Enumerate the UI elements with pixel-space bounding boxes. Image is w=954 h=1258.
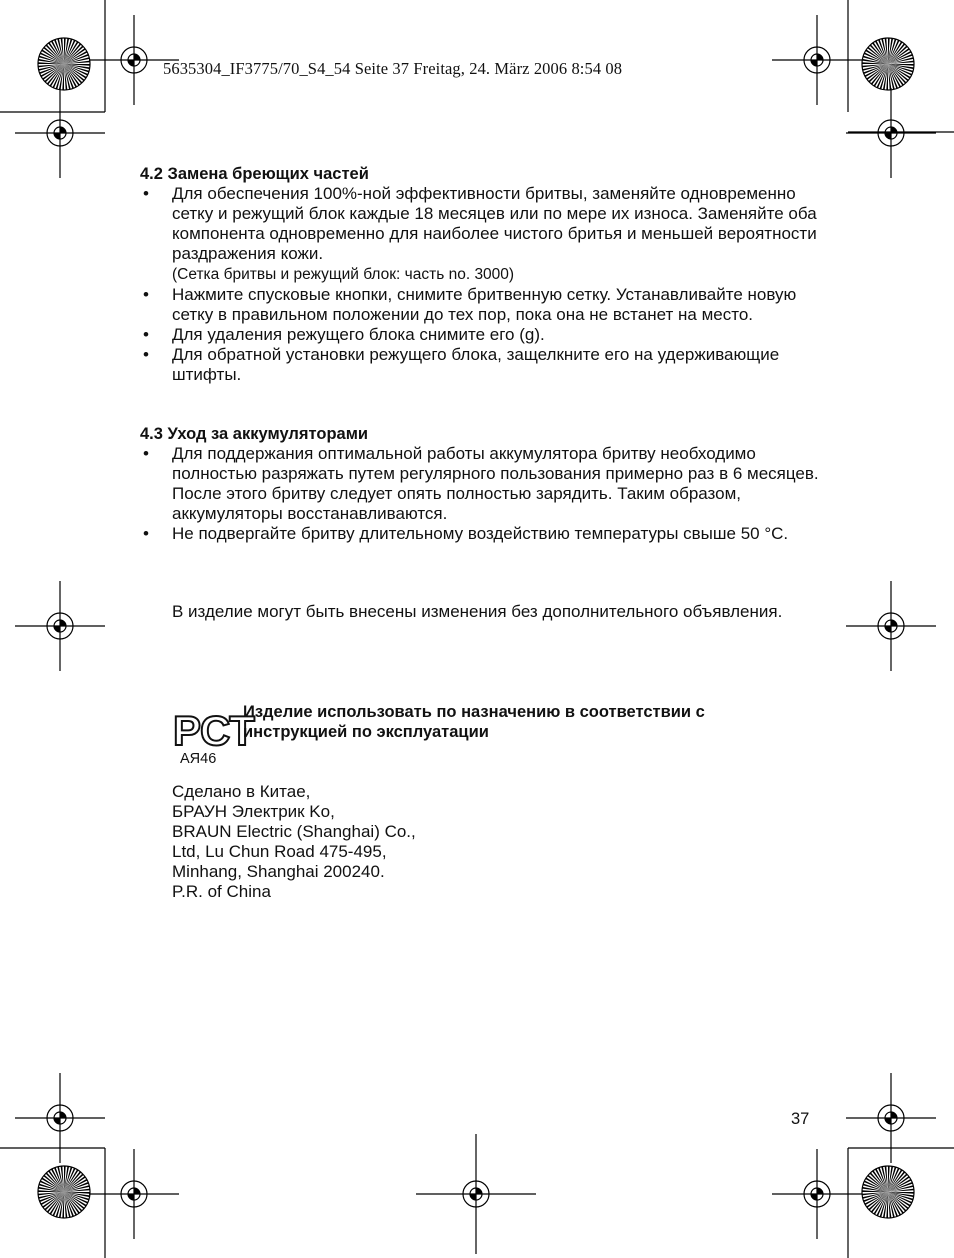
list-item-text: Для поддержания оптимальной работы аккумулятора бритву необходимо полностью разряжать путем регулярного пользования примерно раз в 6 месяцев. После этого бритву следует опять полностью зарядить. Таким образом, аккумуляторы восстанавливаются. [172,444,819,523]
list-item-text: Для обратной установки режущего блока, защелкните его на удерживающие штифты. [172,345,780,384]
address-line: БРАУН Электрик Ko, [172,802,335,821]
address-line: P.R. of China [172,882,271,901]
list-item [140,325,820,345]
list-item-text: Для удаления режущего блока снимите его (g). [172,325,545,344]
star-target-wedge [862,62,888,64]
star-target-wedge [38,1190,64,1192]
address-line: Сделано в Китае, [172,782,311,801]
section-4-3-heading: 4.3 Уход за аккумуляторами [140,425,369,443]
star-target-wedge [862,1190,888,1192]
gost-logo-glyph: РСТ [173,707,255,754]
change-notice: В изделие могут быть внесены изменения без дополнительного объявления. [172,602,783,621]
address-line: Minhang, Shanghai 200240. [172,862,385,881]
manufacturer-address [172,782,416,902]
list-item [140,285,820,325]
slug-line: 5635304_IF3775/70_S4_54 Seite 37 Freitag, 24. März 2006 8:54 08 [163,59,623,78]
section-4-3-list [140,444,820,544]
certification-code: АЯ46 [180,751,217,767]
list-item [140,444,820,524]
section-4-2-list [140,184,820,385]
star-target-wedge [64,1192,90,1194]
star-target-wedge [64,64,90,66]
star-target-wedge [886,1192,888,1218]
list-item-text: Для обеспечения 100%-ной эффективности бритвы, заменяйте одновременно сетку и режущий блок каждые 18 месяцев или по мере их износа. Заменяйте оба компонента одновременно для наиболее чистого бритья и меньшей вероятности раздражения кожи. [172,184,817,263]
list-item [140,524,820,544]
list-item [140,345,820,385]
list-item-text: Нажмите спусковые кнопки, снимите бритвенную сетку. Устанавливайте новую сетку в правильном положении до тех пор, пока она не встанет на место. [172,285,797,324]
star-target-wedge [886,64,888,90]
address-line: Ltd, Lu Chun Road 475-495, [172,842,387,861]
list-item [140,184,820,285]
star-target-wedge [888,1192,914,1194]
star-target-wedge [64,38,66,64]
star-target-wedge [888,64,914,66]
certification-text: Изделие использовать по назначению в соответствии с инструкцией по эксплуатации [243,703,705,741]
gost-certification-logo [170,704,255,754]
address-line: BRAUN Electric (Shanghai) Co., [172,822,416,841]
section-4-2-heading: 4.2 Замена бреющих частей [140,165,369,183]
star-target-wedge [888,38,890,64]
star-target-wedge [888,1166,890,1192]
star-target-wedge [38,62,64,64]
star-target-wedge [62,64,64,90]
page-number: 37 [791,1110,810,1128]
list-item-text: Не подвергайте бритву длительному воздействию температуры свыше 50 °C. [172,524,789,543]
part-number-note: (Сетка бритвы и режущий блок: часть no. 3000) [172,266,515,283]
star-target-wedge [64,1166,66,1192]
star-target-wedge [62,1192,64,1218]
